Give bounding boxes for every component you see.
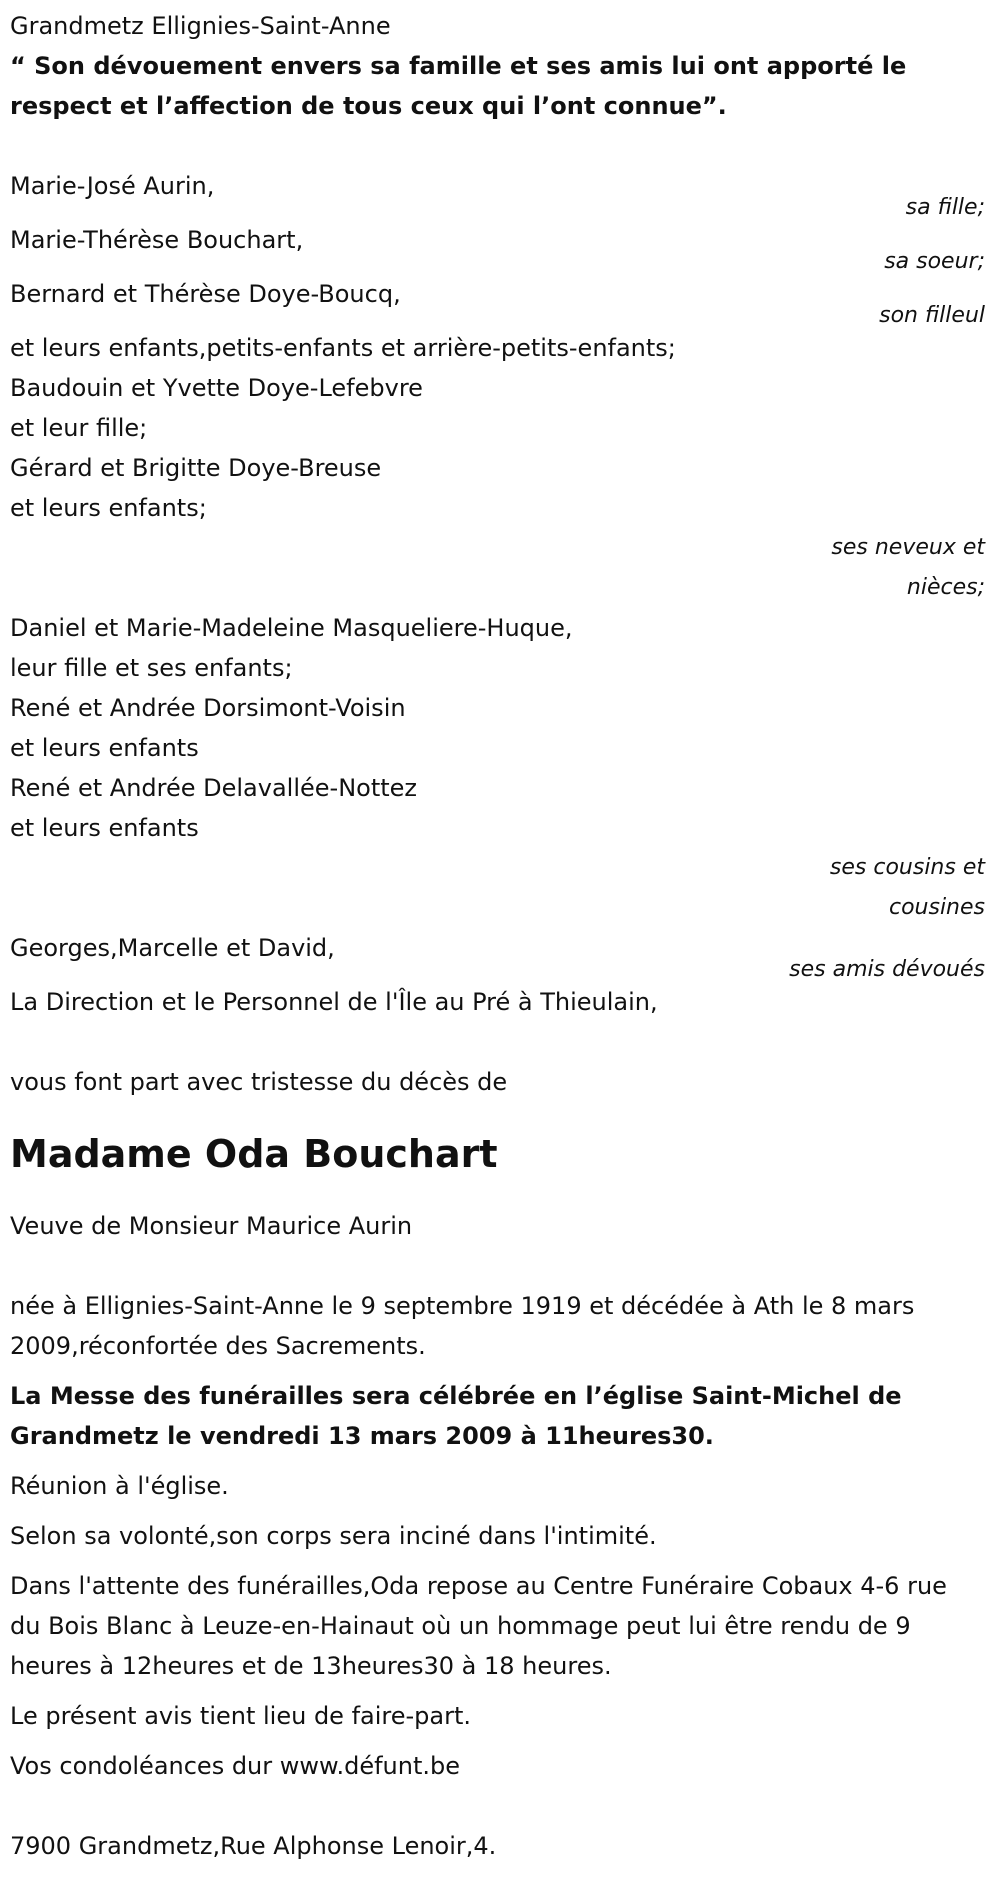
announcement-intro: vous font part avec tristesse du décès de — [10, 1068, 508, 1096]
list-item: Daniel et Marie-Madeleine Masqueliere-Huque, — [10, 614, 573, 642]
birth-death-paragraph: née à Ellignies-Saint-Anne le 9 septembre 1919 et décédée à Ath le 8 mars 2009,réconfortée des Sacrements. — [10, 1292, 915, 1360]
list-item: Gérard et Brigitte Doye-Breuse — [10, 454, 382, 482]
cousins-group — [10, 608, 990, 848]
obituary-notice — [10, 6, 990, 1866]
reunion-line: Réunion à l'église. — [10, 1472, 229, 1500]
volonte-line: Selon sa volonté,son corps sera inciné dans l'intimité. — [10, 1522, 657, 1550]
header-place: Grandmetz Ellignies-Saint-Anne — [10, 12, 391, 40]
relation-neveux-line1: ses neveux et — [831, 535, 985, 560]
neveux-group — [10, 328, 990, 528]
condoleances-line: Vos condoléances dur www.défunt.be — [10, 1752, 460, 1780]
family-name-marie-jose: Marie-José Aurin, — [10, 172, 215, 200]
faire-part-line: Le présent avis tient lieu de faire-part. — [10, 1702, 472, 1730]
list-item: et leurs enfants — [10, 814, 199, 842]
veuve-line: Veuve de Monsieur Maurice Aurin — [10, 1212, 413, 1240]
list-item: René et Andrée Dorsimont-Voisin — [10, 694, 406, 722]
relation-filleul: son filleul — [879, 303, 985, 328]
list-item: et leurs enfants — [10, 734, 199, 762]
family-name-marie-therese: Marie-Thérèse Bouchart, — [10, 226, 304, 254]
funeral-mass-paragraph: La Messe des funérailles sera célébrée en l’église Saint-Michel de Grandmetz le vendredi 13 mars 2009 à 11heures30. — [10, 1382, 902, 1450]
list-item: Baudouin et Yvette Doye-Lefebvre — [10, 374, 423, 402]
relation-soeur: sa soeur; — [884, 249, 985, 274]
address-line: 7900 Grandmetz,Rue Alphonse Lenoir,4. — [10, 1832, 497, 1860]
relation-neveux-line2: nièces; — [906, 575, 985, 600]
family-row-soeur — [10, 220, 990, 274]
list-item: leur fille et ses enfants; — [10, 654, 293, 682]
direction-line: La Direction et le Personnel de l'Île au Pré à Thieulain, — [10, 988, 658, 1016]
relation-fille: sa fille; — [905, 195, 985, 220]
family-row-amis — [10, 928, 990, 982]
list-item: et leur fille; — [10, 414, 148, 442]
list-item: René et Andrée Delavallée-Nottez — [10, 774, 418, 802]
deceased-name: Madame Oda Bouchart — [10, 1132, 498, 1176]
relation-cousins-line1: ses cousins et — [829, 855, 985, 880]
family-row-fille — [10, 166, 990, 220]
repose-paragraph: Dans l'attente des funérailles,Oda repose au Centre Funéraire Cobaux 4-6 rue du Bois Blanc à Leuze-en-Hainaut où un hommage peut lui être rendu de 9 heures à 12heures et de 13heures30 à 18 heures. — [10, 1572, 947, 1680]
memorial-quote: “ Son dévouement envers sa famille et ses amis lui ont apporté le respect et l’affection de tous ceux qui l’ont connue”. — [10, 52, 907, 120]
relation-amis: ses amis dévoués — [789, 957, 985, 982]
list-item: et leurs enfants; — [10, 494, 207, 522]
family-row-filleul — [10, 274, 990, 328]
relation-cousins-line2: cousines — [888, 895, 985, 920]
list-item: et leurs enfants,petits-enfants et arrière-petits-enfants; — [10, 334, 676, 362]
family-name-georges: Georges,Marcelle et David, — [10, 934, 335, 962]
family-name-bernard: Bernard et Thérèse Doye-Boucq, — [10, 280, 401, 308]
